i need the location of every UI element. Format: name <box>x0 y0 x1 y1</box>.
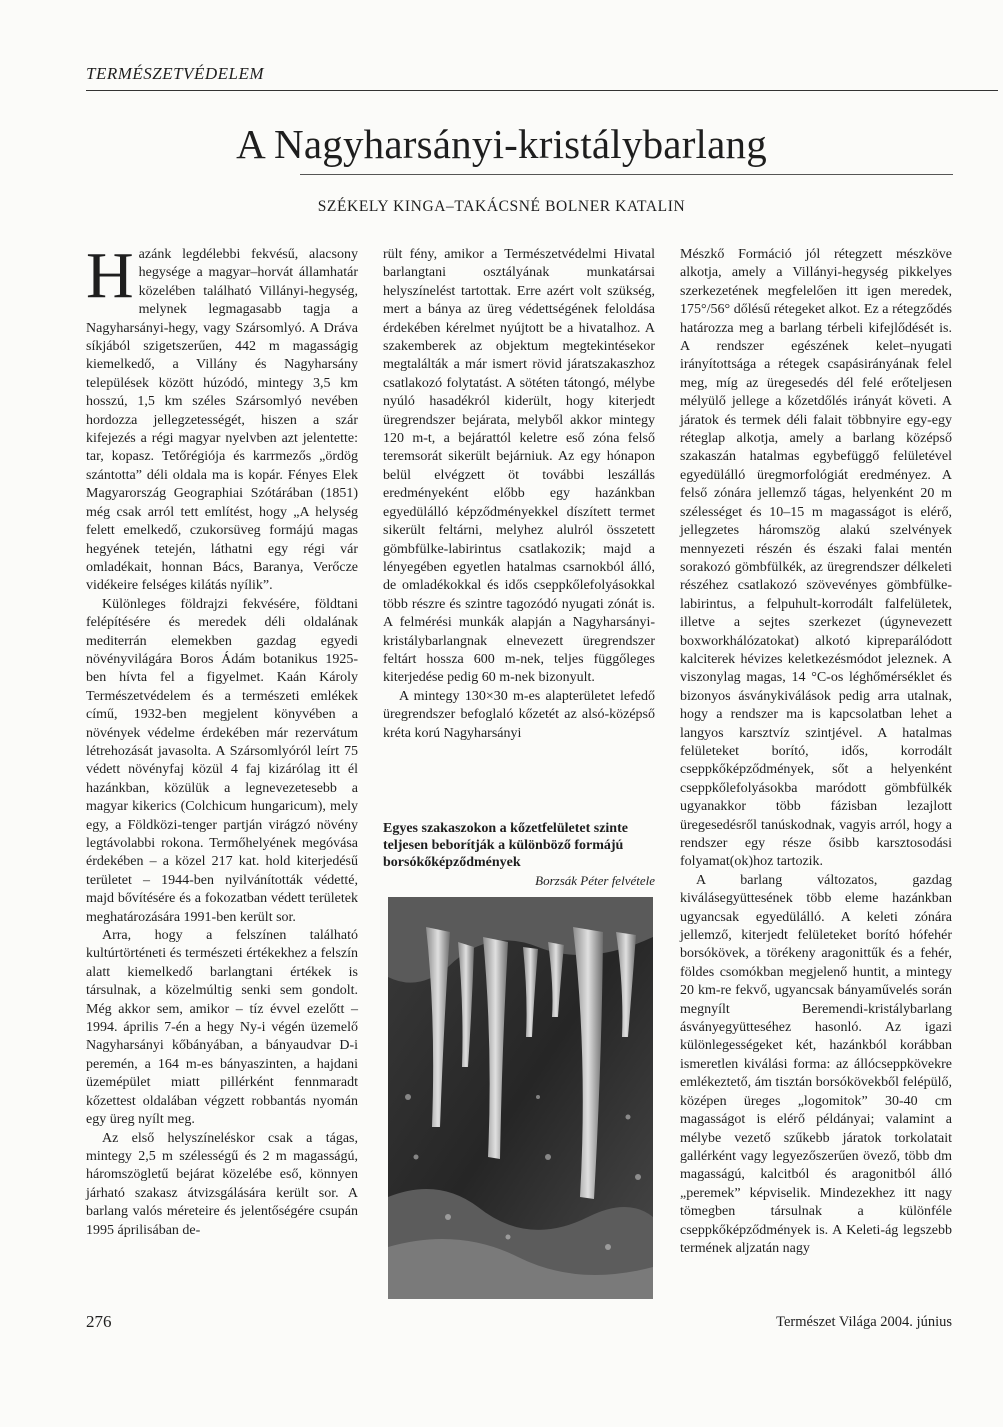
paragraph-text: azánk legdélebbi fekvésű, alacsony hegysége a magyar–horvát államhatár közelében található Villányi-hegység, melynek legmagasabb tagja a Nagyharsányi-hegy, vagy Szársomlyó. A Dráva síkjából szigetszerűen, 442 m magasságig kiemelkedő, a Villány és Nagyharsány települések között húzódó, mintegy 3,5 km hosszú, 1,5 km széles Szársomlyó nevében hordozza jellegzetességét, hiszen a szár kifejezés a régi magyar nyelvben azt jelentette: tar, kopasz. Tetőrégiója és karrmezős „ördög szántotta” déli oldala ma is kopár. Fényes Elek Magyarország Geographiai Szótárában (1851) még csak arról tett említést, hogy „A helység felett emelkedő, czukorsüveg formájú magas hegyének tetején, láthatni egy régi vár omladékait, honnan Bács, Baranya, Verőcze vidékeire felséges kilátás nyílik”. <box>86 247 358 594</box>
text-column-3 <box>680 246 952 1258</box>
article-title: A Nagyharsányi-kristálybarlang <box>236 121 767 167</box>
drop-cap: H <box>86 239 134 312</box>
photo-caption: Egyes szakaszokon a kőzetfelületet szinte teljesen beborítják a különböző formájú borsókőképződmények <box>383 821 628 870</box>
header-rule <box>86 90 998 91</box>
text-column-1 <box>86 239 358 1240</box>
paragraph: rült fény, amikor a Természetvédelmi Hivatal barlangtani osztályának munkatársai helyszínelést tartottak. Erre azért volt szükség, mert a bánya az üreg védettségének feloldása érdekében kérelmet nyújtott be a hivatalhoz. A szakemberek az objektum megtekintésekor megtalálták a már ismert rövid járatszakaszhoz csatlakozó folytatást. A sötéten tátongó, mélybe nyúló hasadékról kiderült, hogy kiterjedt üregrendszer bejárata, melyből akkor mintegy 120 m-t, a bejárattól keletre eső zóna felső teremsorát sikerült bejárniuk. Az egy hónapon belül elvégzett öt további leszállás eredményeként előbb egy hazánkban egyedülálló képződményekkel díszített termet sikerült feltárni, melyhez alulról összetett gömbfülke-labirintus csatlakozik; majd a lényegében egyetlen hatalmas csarnokból álló, de omladékokkal és idős cseppkőlefolyásokkal több részre és szintre tagozódó nyugati zónát is. A felmérési munkák alapján a Nagyharsányi-kristálybarlangnak elnevezett üregrendszer feltárt hossza 600 m-nek, teljes függőleges kiterjedése pedig 60 m-nek bizonyult. <box>383 247 655 686</box>
paragraph <box>86 239 358 596</box>
paragraph: Különleges földrajzi fekvésére, földtani felépítésére és meredek déli oldalának mediterrán elemekben gazdag egyedi növényvilágára Boros Ádám botanikus 1925-ben hívta fel a figyelmet. Kaán Károly Természetvédelem és a természeti emlékek című, 1932-ben megjelent könyvében a növények védelme érdekében már rezervátum létrehozását javasolta. A Szársomlyóról leírt 75 védett növényfaj közül 4 faj kizárólag itt él hazánkban, közülük a legnevezetesebb a magyar kikerics (Colchicum hungaricum), mely egy, a Földközi-tenger partján virágzó növény legtávolabbi rokona. Termőhelyének megóvása érdekében – a közel 217 kat. hold kiterjedésű területet – 1944-ben nyilvánították védetté, majd bővítésére és a fokozatban védett területek meghatározására 1991-ben került sor. <box>86 596 358 925</box>
section-label: TERMÉSZETVÉDELEM <box>86 64 264 83</box>
journal-footer: Természet Világa 2004. június <box>776 1314 952 1330</box>
cave-photo <box>388 897 653 1299</box>
paragraph: A barlang változatos, gazdag kiválásegyüttesének több eleme hazánkban ugyancsak egyedülálló. A keleti zónára jellemző, kiterjedt felületeket borító hófehér borsókövek, a törékeny aragonittűk és a fehér, földes csomókban megjelenő huntit, a mintegy 20 km-re fekvő, ugyancsak bányaművelés során megnyílt Beremendi-kristálybarlang ásványegyütteséhez hasonló. Az igazi különlegességeket két, hazánkból korábban ismeretlen kiválási forma: az állócseppkövekre emlékeztető, ám tisztán borsókövekből felépülő, középen üreges „logomitok” 30-40 cm magasságot is elérő példányai; valamint a mélybe vezető szűkebb járatok torkolatait gallérként vagy legyezőszerűen övező, több dm magasságú, kalcitból és aragonitból álló „peremek” képviselik. Mindezekhez itt nagy tömegben társulnak a különféle cseppkőképződmények is. A Keleti-ág legszebb termének aljzatán nagy <box>680 872 952 1256</box>
paragraph: Arra, hogy a felszínen található kultúrtörténeti és természeti értékekhez a felszín alatt kiemelkedő barlangtani értékek is társulnak, a közelmúltig senki sem gondolt. Még akkor sem, amikor – tíz évvel ezelőtt – 1994. április 7-én a hegy Ny-i végén üzemelő Nagyharsányi kőbányában, a bányaudvar D-i peremén, a 164 m-es bányaszinten, a hajdani üzemépület miatt pillérként fennmaradt kőzettest oldalában végzett robbantás nyomán egy üreg nyílt meg. <box>86 928 358 1128</box>
title-rule <box>300 174 953 175</box>
paragraph: Az első helyszíneléskor csak a tágas, mintegy 2,5 m szélességű és 2 m magasságú, háromszögletű bejárat közelébe eső, könnyen járható szakasz átvizsgálására került sor. A barlang valós méreteire és jelentőségére csupán 1995 áprilisában de- <box>86 1130 358 1238</box>
page-number: 276 <box>86 1312 112 1331</box>
photo-credit: Borzsák Péter felvétele <box>535 873 655 888</box>
article-authors: SZÉKELY KINGA–TAKÁCSNÉ BOLNER KATALIN <box>317 198 686 215</box>
paragraph: Mészkő Formáció jól rétegzett mészköve alkotja, amely a Villányi-hegység pikkelyes szerkezetének megfelelően itt igen meredek, 175°/56° dőlésű rétegeket alkot. Ez a rétegződés határozza meg a barlang térbeli kifejlődését is. A rendszer egészének kelet–nyugati irányítottsága a rétegek csapásirányának felel meg, míg az üregesedés dél felé erőteljesen mélyülő jellege a kőzetdőlés irányát követi. A járatok és termek déli falait többnyire egy-egy réteglap alkotja, amely a barlang középső szakaszán hatalmas egybefüggő felületével egyedülálló üregmorfológiát eredményez. A felső zónára jellemző tágas, helyenként 20 m szélességet és 10–15 m magasságot is elérő, jellegzetes háromszög alakú szelvények mennyezeti részén és északi falai mentén sorakozó gömbfülkék, az üregrendszer délkeleti részéhez csatlakozó szövevényes gömbfülke-labirintus, a felpuhult-korrodált falfelületek, illetve a sejtes szerkezet (úgynevezett boxworkhálózatokat) alkotó kipreparálódott kalciterek hévizes keletkezésmódot jeleznek. A viszonylag magas, 14 °C-os léghőmérséklet és bizonyos ásványkiválások pedig arra utalnak, hogy a rendszer ma is kapcsolatban lehet a langyos karsztvíz szintjével. A hatalmas felületeket borító, idős, korrodált cseppkőképződmények, sőt a helyenként cseppkőlefolyásokba maródott gömbfülkék ugyanakkor több fázisban lezajlott üregesedésről tanúskodnak, vagyis arról, hogy a rendszer egy része ősibb karsztosodási folyamat(ok)hoz tartozik. <box>680 247 952 870</box>
text-column-2 <box>383 246 655 743</box>
paragraph: A mintegy 130×30 m-es alapterületet lefedő üregrendszer befoglaló kőzetét az alsó-középső kréta korú Nagyharsányi <box>383 688 655 741</box>
